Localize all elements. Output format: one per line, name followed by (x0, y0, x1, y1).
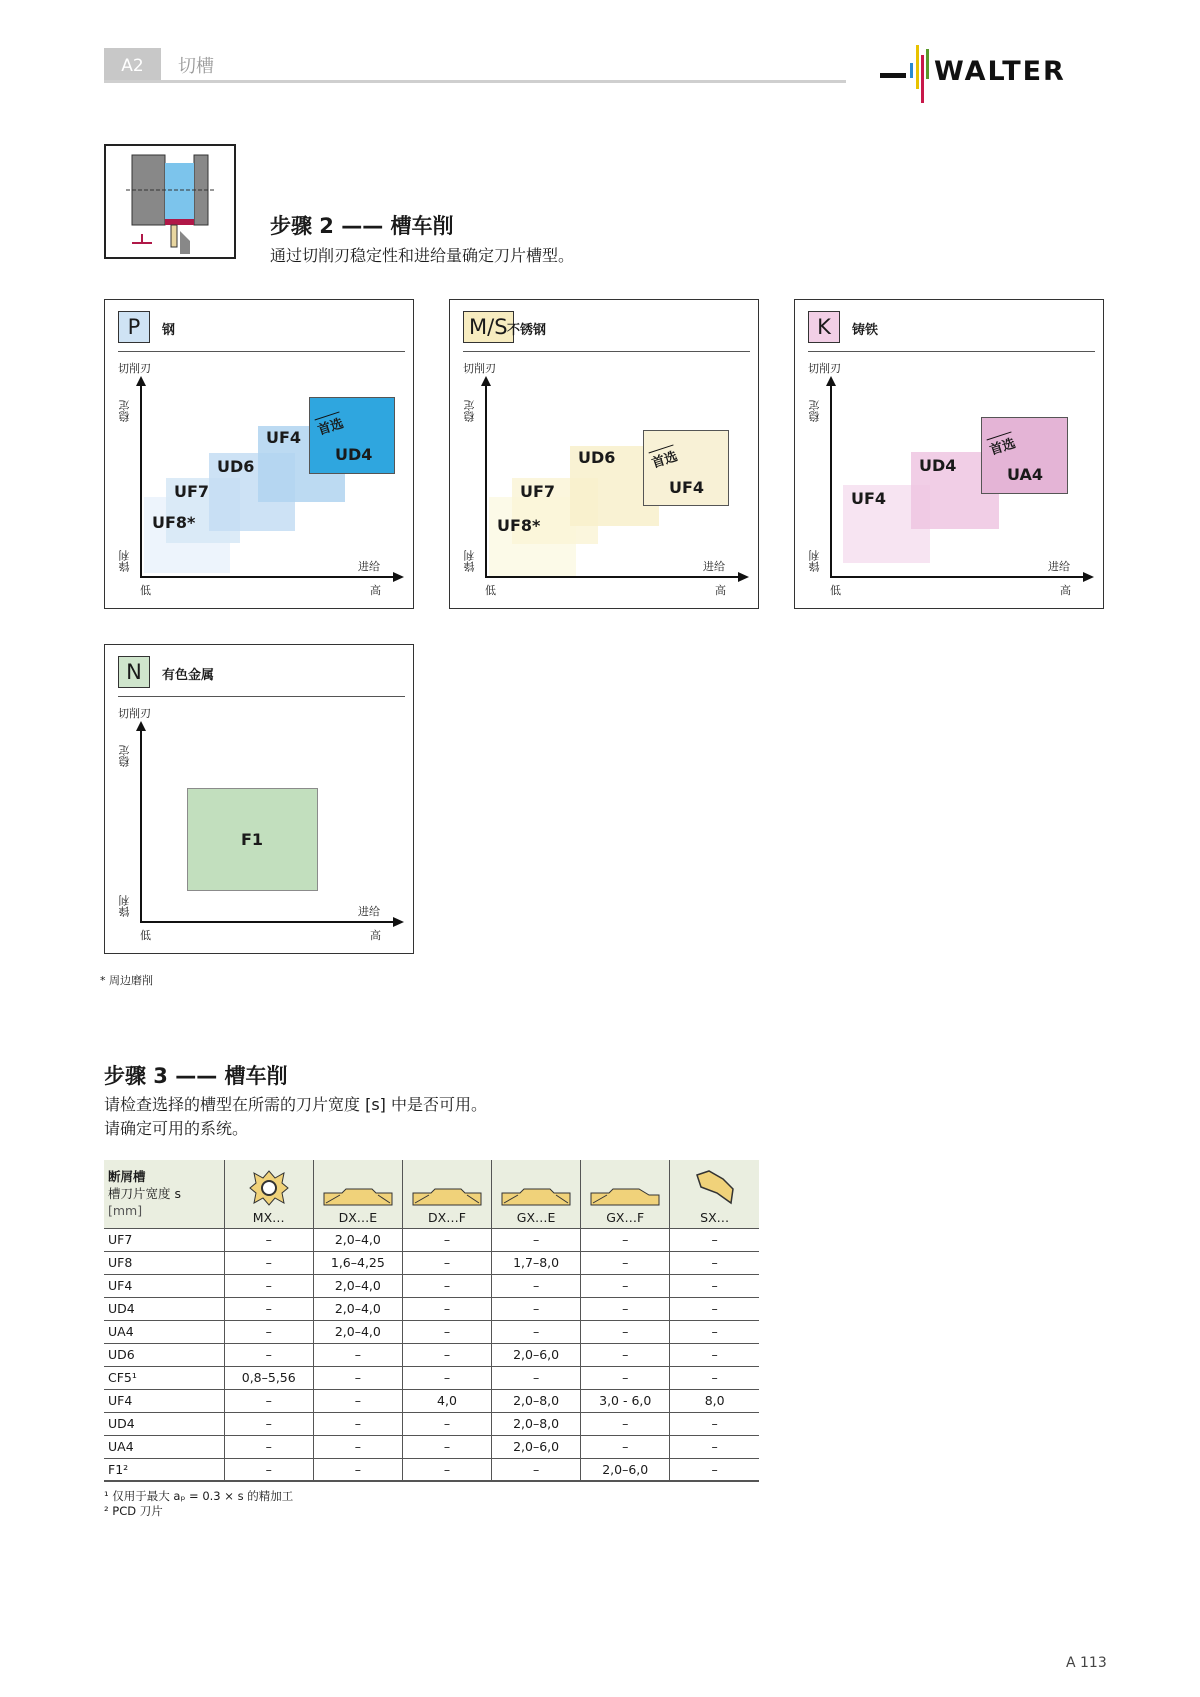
column-label: SX… (700, 1209, 730, 1225)
cell-width-range: 0,8–5,56 (224, 1366, 313, 1389)
cell-width-range: 4,0 (402, 1389, 491, 1412)
row-chipbreaker: UF4 (104, 1389, 224, 1412)
cell-width-range: – (313, 1458, 402, 1481)
table-footnote-2: ² PCD 刀片 (104, 1504, 163, 1518)
cell-width-range: – (670, 1458, 759, 1481)
cell-width-range: – (402, 1320, 491, 1343)
row-chipbreaker: UF7 (104, 1228, 224, 1251)
row-chipbreaker: UA4 (104, 1435, 224, 1458)
row-chipbreaker: CF5¹ (104, 1366, 224, 1389)
grooving-illustration (104, 144, 236, 259)
grade-label: UF4 (669, 478, 705, 497)
column-header (581, 1160, 670, 1228)
x-axis-arrow-icon (738, 572, 749, 582)
y-axis-arrow-icon (826, 376, 836, 386)
cell-width-range: – (402, 1458, 491, 1481)
gx-e-insert-icon (492, 1187, 580, 1210)
column-header (313, 1160, 402, 1228)
material-letter: M/S (463, 311, 514, 343)
cell-width-range: – (670, 1274, 759, 1297)
column-label: MX… (252, 1209, 285, 1225)
cell-width-range: 2,0–6,0 (492, 1343, 581, 1366)
y-axis-top-label: 稳定 (808, 400, 821, 422)
cell-width-range: – (224, 1458, 313, 1481)
grade-label: UA4 (1007, 465, 1044, 484)
dx-e-insert-icon (314, 1187, 402, 1210)
cell-width-range: 2,0–6,0 (492, 1435, 581, 1458)
material-name: 铸铁 (852, 323, 879, 338)
material-name: 有色金属 (162, 668, 215, 683)
y-axis-bottom-label: 锋利 (118, 550, 131, 572)
cell-width-range: – (581, 1343, 670, 1366)
table-footnotes (104, 1489, 293, 1519)
y-axis-title: 切削刃 (463, 362, 496, 375)
material-letter: N (118, 656, 150, 688)
cell-width-range: – (581, 1320, 670, 1343)
section-code: A2 (104, 48, 161, 82)
x-axis-title: 进给 (358, 905, 380, 918)
cell-width-range: 3,0 - 6,0 (581, 1389, 670, 1412)
cell-width-range: – (402, 1343, 491, 1366)
table-row (104, 1297, 759, 1320)
table-row (104, 1320, 759, 1343)
cell-width-range: 2,0–8,0 (492, 1412, 581, 1435)
x-axis-low-label: 低 (140, 584, 151, 597)
table-row (104, 1412, 759, 1435)
material-panel-k (794, 299, 1104, 609)
row-chipbreaker: F1² (104, 1458, 224, 1481)
step2-title: 步骤 2 —— 槽车削 (270, 214, 454, 238)
cell-width-range: – (224, 1343, 313, 1366)
cell-width-range: 2,0–8,0 (492, 1389, 581, 1412)
y-axis-top-label: 稳定 (118, 745, 131, 767)
y-axis-bottom-label: 锋利 (463, 550, 476, 572)
row-chipbreaker: UA4 (104, 1320, 224, 1343)
table-row (104, 1228, 759, 1251)
cell-width-range: – (402, 1435, 491, 1458)
material-panel-ms (449, 299, 759, 609)
x-axis-title: 进给 (358, 560, 380, 573)
table-row (104, 1458, 759, 1481)
cell-width-range: 1,7–8,0 (492, 1251, 581, 1274)
x-axis (485, 576, 740, 578)
x-axis-arrow-icon (1083, 572, 1094, 582)
cell-width-range: 2,0–4,0 (313, 1320, 402, 1343)
preferred-badge: 首选 (315, 411, 346, 438)
walter-logo (880, 45, 1110, 105)
material-panel-p (104, 299, 414, 609)
grade-label: F1 (241, 830, 264, 849)
cell-width-range: – (670, 1343, 759, 1366)
cell-width-range: – (492, 1297, 581, 1320)
y-axis (485, 384, 487, 578)
cell-width-range: – (670, 1412, 759, 1435)
x-axis (830, 576, 1085, 578)
column-label: DX…F (428, 1209, 466, 1225)
cell-width-range: 2,0–4,0 (313, 1228, 402, 1251)
y-axis-title: 切削刃 (808, 362, 841, 375)
material-letter: P (118, 311, 150, 343)
cell-width-range: – (581, 1274, 670, 1297)
cell-width-range: 8,0 (670, 1389, 759, 1412)
header-label-line: [mm] (108, 1203, 143, 1218)
row-chipbreaker: UF8 (104, 1251, 224, 1274)
step3-line2: 请确定可用的系统。 (104, 1119, 249, 1138)
preferred-badge: 首选 (987, 431, 1018, 458)
cell-width-range: – (402, 1412, 491, 1435)
x-axis (140, 921, 395, 923)
panel-rule (808, 351, 1095, 352)
grade-label: UF7 (174, 482, 210, 501)
cell-width-range: – (224, 1412, 313, 1435)
footnote-peripheral-ground: * 周边磨削 (100, 974, 153, 987)
table-footnote-1: ¹ 仅用于最大 aₚ = 0.3 × s 的精加工 (104, 1489, 294, 1503)
row-chipbreaker: UD4 (104, 1297, 224, 1320)
cell-width-range: – (670, 1435, 759, 1458)
cell-width-range: – (402, 1366, 491, 1389)
section-title: 切槽 (178, 56, 214, 77)
cell-width-range: – (224, 1435, 313, 1458)
x-axis-arrow-icon (393, 572, 404, 582)
header-chipbreaker-width (104, 1160, 224, 1228)
header-label-line: 断屑槽 (108, 1169, 146, 1184)
material-name: 钢 (162, 323, 176, 338)
x-axis-low-label: 低 (485, 584, 496, 597)
cell-width-range: – (492, 1274, 581, 1297)
cell-width-range: – (581, 1251, 670, 1274)
cell-width-range: 2,0–6,0 (581, 1458, 670, 1481)
cell-width-range: – (313, 1343, 402, 1366)
y-axis-arrow-icon (481, 376, 491, 386)
cell-width-range: – (492, 1366, 581, 1389)
cell-width-range: – (224, 1389, 313, 1412)
cell-width-range: – (402, 1297, 491, 1320)
cell-width-range: – (402, 1228, 491, 1251)
header-rule (104, 80, 846, 83)
grade-label: UF4 (266, 428, 302, 447)
panel-rule (118, 351, 405, 352)
y-axis-top-label: 稳定 (118, 400, 131, 422)
cell-width-range: – (670, 1320, 759, 1343)
material-letter: K (808, 311, 840, 343)
header-label-line: 槽刀片宽度 s (108, 1186, 181, 1201)
cell-width-range: – (402, 1274, 491, 1297)
x-axis-high-label: 高 (1060, 584, 1071, 597)
cell-width-range: 2,0–4,0 (313, 1297, 402, 1320)
cell-width-range: – (492, 1228, 581, 1251)
column-header (670, 1160, 759, 1228)
grade-label: UF7 (520, 482, 556, 501)
x-axis-high-label: 高 (715, 584, 726, 597)
column-header (492, 1160, 581, 1228)
x-axis-high-label: 高 (370, 929, 381, 942)
table-row (104, 1251, 759, 1274)
grade-label: UD4 (919, 456, 957, 475)
cell-width-range: – (224, 1251, 313, 1274)
table-row (104, 1274, 759, 1297)
cell-width-range: – (581, 1412, 670, 1435)
x-axis-title: 进给 (1048, 560, 1070, 573)
cell-width-range: – (224, 1228, 313, 1251)
cell-width-range: – (313, 1389, 402, 1412)
column-header (224, 1160, 313, 1228)
table-row (104, 1366, 759, 1389)
grade-label: UF8* (152, 513, 196, 532)
step2-subtitle: 通过切削刃稳定性和进给量确定刀片槽型。 (270, 246, 575, 265)
cell-width-range: – (313, 1412, 402, 1435)
y-axis (140, 384, 142, 578)
table-row (104, 1343, 759, 1366)
sx-insert-icon (670, 1169, 759, 1210)
y-axis-arrow-icon (136, 376, 146, 386)
grade-label: UF8* (497, 516, 541, 535)
y-axis-bottom-label: 锋利 (808, 550, 821, 572)
x-axis-high-label: 高 (370, 584, 381, 597)
mx-insert-icon (225, 1169, 313, 1210)
cell-width-range: – (581, 1228, 670, 1251)
column-label: GX…E (516, 1209, 556, 1225)
row-chipbreaker: UF4 (104, 1274, 224, 1297)
y-axis (830, 384, 832, 578)
cell-width-range: – (224, 1297, 313, 1320)
cell-width-range: – (224, 1320, 313, 1343)
preferred-badge: 首选 (649, 444, 680, 471)
cell-width-range: – (224, 1274, 313, 1297)
x-axis-arrow-icon (393, 917, 404, 927)
cell-width-range: – (313, 1366, 402, 1389)
cell-width-range: – (670, 1228, 759, 1251)
cell-width-range: 2,0–4,0 (313, 1274, 402, 1297)
dx-f-insert-icon (403, 1187, 491, 1210)
table-row (104, 1389, 759, 1412)
grade-label: UD6 (217, 457, 255, 476)
y-axis-top-label: 稳定 (463, 400, 476, 422)
cell-width-range: – (581, 1366, 670, 1389)
column-label: GX…F (606, 1209, 645, 1225)
y-axis-bottom-label: 锋利 (118, 895, 131, 917)
cell-width-range: – (670, 1251, 759, 1274)
panel-rule (463, 351, 750, 352)
column-header (402, 1160, 491, 1228)
table-row (104, 1435, 759, 1458)
y-axis-title: 切削刃 (118, 362, 151, 375)
svg-text:WALTER: WALTER (934, 56, 1066, 87)
y-axis-title: 切削刃 (118, 707, 151, 720)
gx-f-insert-icon (581, 1187, 669, 1210)
cell-width-range: – (492, 1458, 581, 1481)
y-axis-arrow-icon (136, 721, 146, 731)
insert-availability-table (104, 1160, 759, 1482)
step3-title: 步骤 3 —— 槽车削 (104, 1064, 288, 1088)
x-axis-low-label: 低 (830, 584, 841, 597)
cell-width-range: – (670, 1366, 759, 1389)
grade-label: UD4 (335, 445, 373, 464)
x-axis (140, 576, 395, 578)
cell-width-range: – (402, 1251, 491, 1274)
row-chipbreaker: UD6 (104, 1343, 224, 1366)
y-axis (140, 729, 142, 923)
cell-width-range: – (581, 1435, 670, 1458)
grade-label: UF4 (851, 489, 887, 508)
panel-rule (118, 696, 405, 697)
material-panel-n (104, 644, 414, 954)
row-chipbreaker: UD4 (104, 1412, 224, 1435)
cell-width-range: 1,6–4,25 (313, 1251, 402, 1274)
grade-label: UD6 (578, 448, 616, 467)
cell-width-range: – (313, 1435, 402, 1458)
column-label: DX…E (338, 1209, 378, 1225)
cell-width-range: – (670, 1297, 759, 1320)
page-number: A 113 (1066, 1655, 1107, 1671)
step3-line1: 请检查选择的槽型在所需的刀片宽度 [s] 中是否可用。 (104, 1095, 487, 1114)
x-axis-low-label: 低 (140, 929, 151, 942)
material-name: 不锈钢 (507, 323, 547, 338)
cell-width-range: – (581, 1297, 670, 1320)
x-axis-title: 进给 (703, 560, 725, 573)
cell-width-range: – (492, 1320, 581, 1343)
